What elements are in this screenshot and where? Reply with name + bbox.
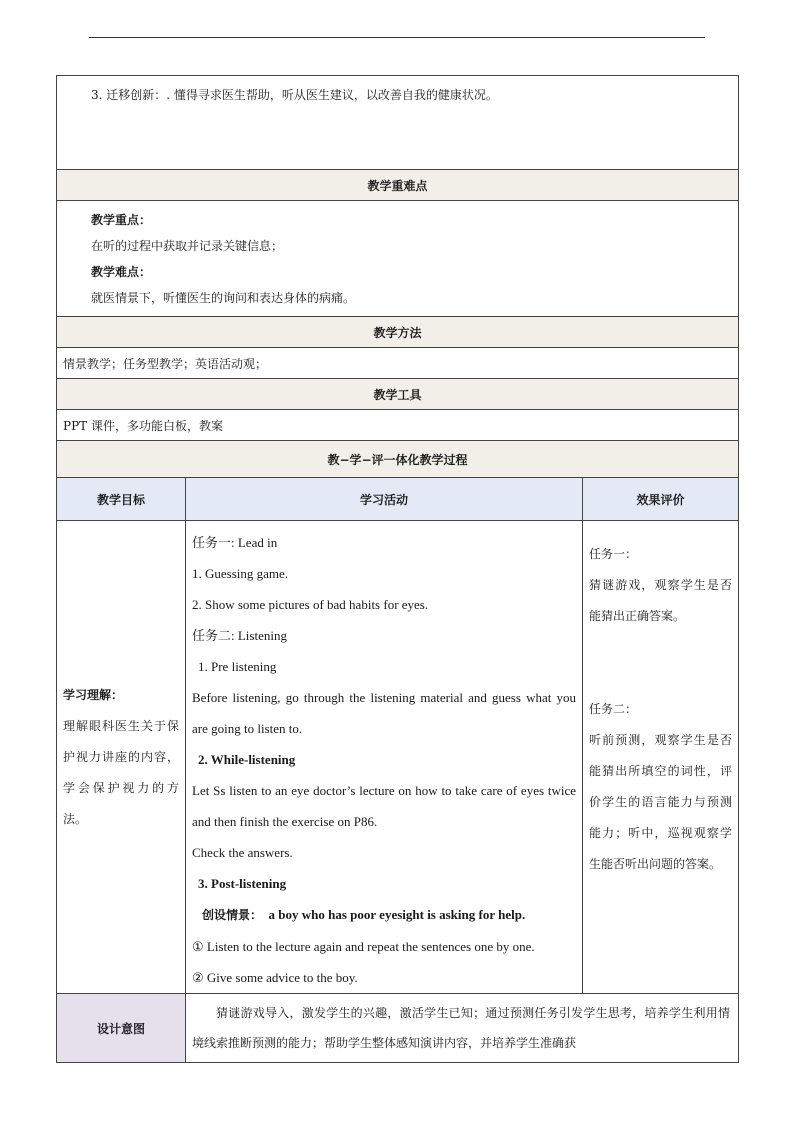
header-evaluation: 效果评价 [583, 478, 739, 521]
scene-label: 创设情景： [202, 908, 263, 922]
lesson-plan-table [56, 75, 739, 1063]
key-points-title: 教学重难点 [57, 170, 739, 201]
post-listening-title: 3. Post-listening [198, 876, 287, 891]
process-header-row [57, 478, 739, 521]
scene-line [192, 899, 576, 931]
pre-listening-desc: Before listening, go through the listening material and guess what you are going to listen to. [192, 690, 576, 736]
eval2-title: 任务二： [589, 702, 638, 716]
header-activity: 学习活动 [186, 478, 583, 521]
key-points-row [57, 201, 739, 317]
header-rule [89, 37, 705, 38]
objective-row [57, 76, 739, 170]
design-text: 猜谜游戏导入，激发学生的兴趣，激活学生已知；通过预测任务引发学生思考，培养学生利用情境线索推断预测的能力；帮助学生整体感知演讲内容，并培养学生准确获 [192, 1006, 731, 1050]
process-title: 教−学−评一体化教学过程 [57, 441, 739, 478]
difficulty-label: 教学难点： [91, 265, 152, 279]
design-row [57, 994, 739, 1063]
post-step1: ① Listen to the lecture again and repeat the sentences one by one. [192, 939, 535, 954]
goal-text: 理解眼科医生关于保护视力讲座的内容，学会保护视力的方法。 [63, 718, 179, 826]
task1-title: 任务一: Lead in [192, 535, 278, 550]
task1-step2: 2. Show some pictures of bad habits for eyes. [192, 597, 429, 612]
eval2-text: 听前预测，观察学生是否能猜出所填空的词性，评价学生的语言能力与预测能力；听中，巡视观察学生能否听出问题的答案。 [589, 733, 733, 871]
task1-step1: 1. Guessing game. [192, 566, 289, 581]
objective-3-text: 3. 迁移创新：. 懂得寻求医生帮助，听从医生建议，以改善自我的健康状况。 [91, 88, 498, 102]
post-step2: ② Give some advice to the boy. [192, 970, 358, 985]
eval1-text: 猜谜游戏，观察学生是否能猜出正确答案。 [589, 578, 733, 623]
process-content-row [57, 521, 739, 994]
pre-listening-title: 1. Pre listening [198, 659, 277, 674]
focus-label: 教学重点： [91, 213, 152, 227]
difficulty-text: 就医情景下，听懂医生的询问和表达身体的病痛。 [91, 291, 356, 305]
methods-text: 情景教学；任务型教学；英语活动观； [63, 356, 268, 371]
eval1-title: 任务一： [589, 547, 638, 561]
while-listening-desc: Let Ss listen to an eye doctor’s lecture on how to take care of eyes twice and then finish the exercise on P86. [192, 783, 576, 829]
check-answers: Check the answers. [192, 845, 293, 860]
while-listening-title: 2. While-listening [198, 752, 296, 767]
tools-title: 教学工具 [57, 379, 739, 410]
design-label: 设计意图 [57, 994, 186, 1063]
focus-text: 在听的过程中获取并记录关键信息； [91, 239, 284, 253]
tools-text: PPT 课件，多功能白板，教案 [63, 418, 223, 433]
task2-title: 任务二: Listening [192, 628, 287, 643]
header-goal: 教学目标 [57, 478, 186, 521]
goal-label: 学习理解： [63, 687, 124, 702]
scene-text: a boy who has poor eyesight is asking for help. [268, 907, 526, 922]
methods-title: 教学方法 [57, 317, 739, 348]
